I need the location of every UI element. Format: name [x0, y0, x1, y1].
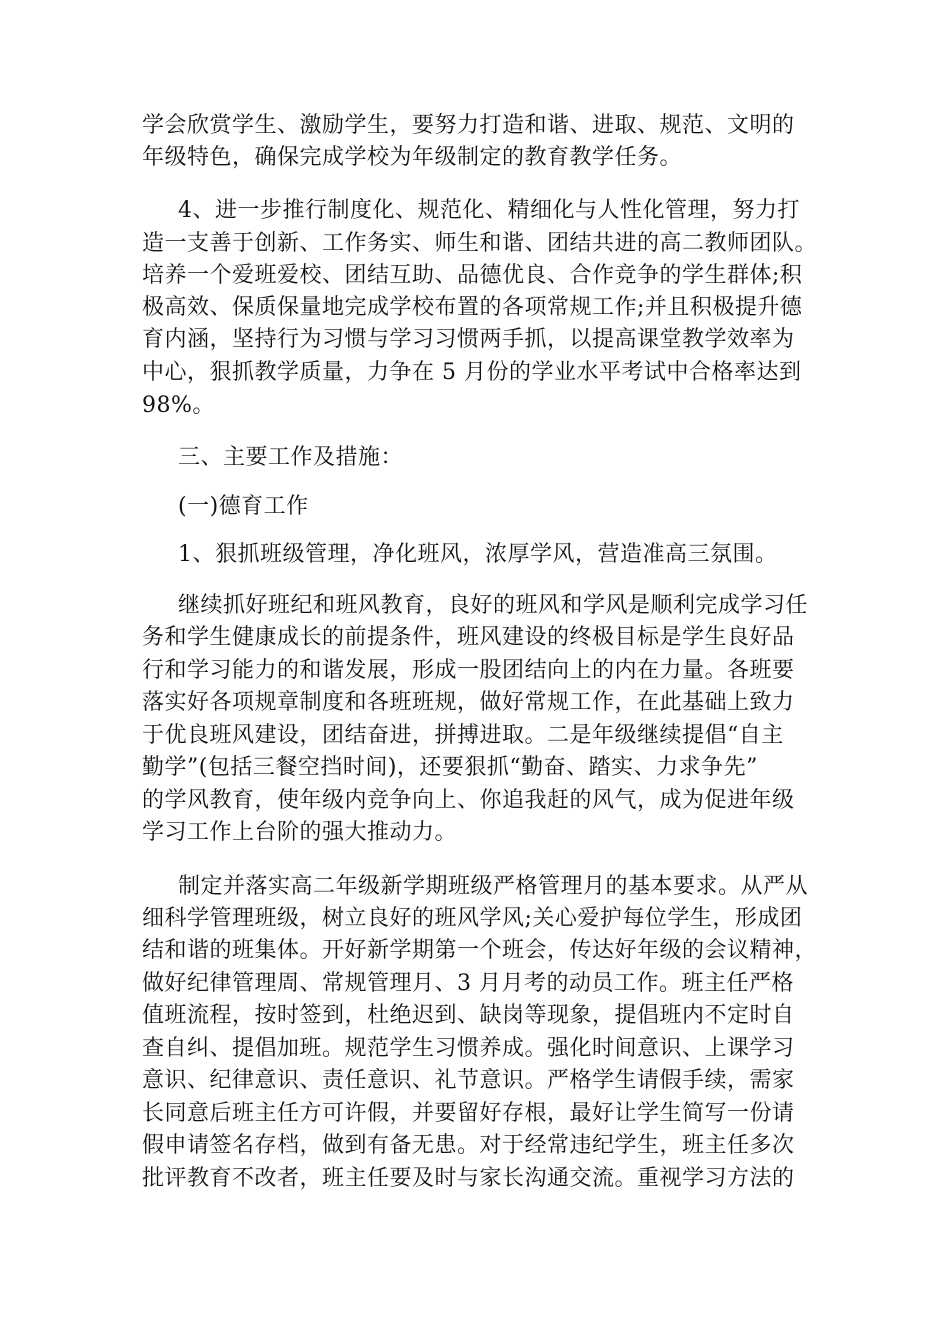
text-line: 培养一个爱班爱校、团结互助、品德优良、合作竞争的学生群体;积	[142, 263, 803, 288]
text-line: 制定并落实高二年级新学期班级严格管理月的基本要求。从严从	[178, 874, 809, 899]
text-line: 勤学”(包括三餐空挡时间)，还要狠抓“勤奋、踏实、力求争先”	[142, 755, 758, 780]
text-line: 值班流程，按时签到，杜绝迟到、缺岗等现象，提倡班内不定时自	[142, 1003, 795, 1028]
text-line: 学会欣赏学生、激励学生，要努力打造和谐、进取、规范、文明的	[142, 113, 795, 138]
text-line: 中心，狠抓教学质量，力争在 5 月份的学业水平考试中合格率达到	[142, 360, 802, 385]
text-line: 假申请签名存档，做到有备无患。对于经常违纪学生，班主任多次	[142, 1133, 795, 1158]
text-line: 长同意后班主任方可许假，并要留好存根，最好让学生简写一份请	[142, 1101, 795, 1126]
subsection-heading: (一)德育工作	[178, 494, 309, 519]
section-heading: 三、主要工作及措施：	[178, 445, 404, 470]
item-heading: 1、狠抓班级管理，净化班风，浓厚学风，营造准高三氛围。	[178, 542, 778, 567]
text-line: 的学风教育，使年级内竞争向上、你追我赶的风气，成为促进年级	[142, 788, 795, 813]
text-line: 查自纠、提倡加班。规范学生习惯养成。强化时间意识、上课学习	[142, 1036, 795, 1061]
text-line: 98%。	[142, 393, 215, 418]
text-line: 意识、纪律意识、责任意识、礼节意识。严格学生请假手续，需家	[142, 1068, 795, 1093]
text-line: 继续抓好班纪和班风教育，良好的班风和学风是顺利完成学习任	[178, 593, 809, 618]
text-line: 4、进一步推行制度化、规范化、精细化与人性化管理，努力打	[178, 198, 800, 223]
text-line: 年级特色，确保完成学校为年级制定的教育教学任务。	[142, 145, 683, 170]
text-line: 极高效、保质保量地完成学校布置的各项常规工作;并且积极提升德	[142, 295, 803, 320]
text-line: 造一支善于创新、工作务实、师生和谐、团结共进的高二教师团队。	[142, 231, 818, 256]
text-line: 批评教育不改者，班主任要及时与家长沟通交流。重视学习方法的	[142, 1166, 795, 1191]
text-line: 细科学管理班级，树立良好的班风学风;关心爱护每位学生，形成团	[142, 906, 803, 931]
text-line: 于优良班风建设，团结奋进，拼搏进取。二是年级继续提倡“自主	[142, 723, 784, 748]
text-line: 行和学习能力的和谐发展，形成一股团结向上的内在力量。各班要	[142, 658, 795, 683]
text-line: 育内涵，坚持行为习惯与学习习惯两手抓，以提高课堂教学效率为	[142, 327, 795, 352]
text-line: 做好纪律管理周、常规管理月、3 月月考的动员工作。班主任严格	[142, 971, 794, 996]
text-line: 落实好各项规章制度和各班班规，做好常规工作，在此基础上致力	[142, 690, 795, 715]
text-line: 学习工作上台阶的强大推动力。	[142, 820, 458, 845]
text-line: 务和学生健康成长的前提条件，班风建设的终极目标是学生良好品	[142, 625, 795, 650]
text-line: 结和谐的班集体。开好新学期第一个班会，传达好年级的会议精神，	[142, 938, 818, 963]
